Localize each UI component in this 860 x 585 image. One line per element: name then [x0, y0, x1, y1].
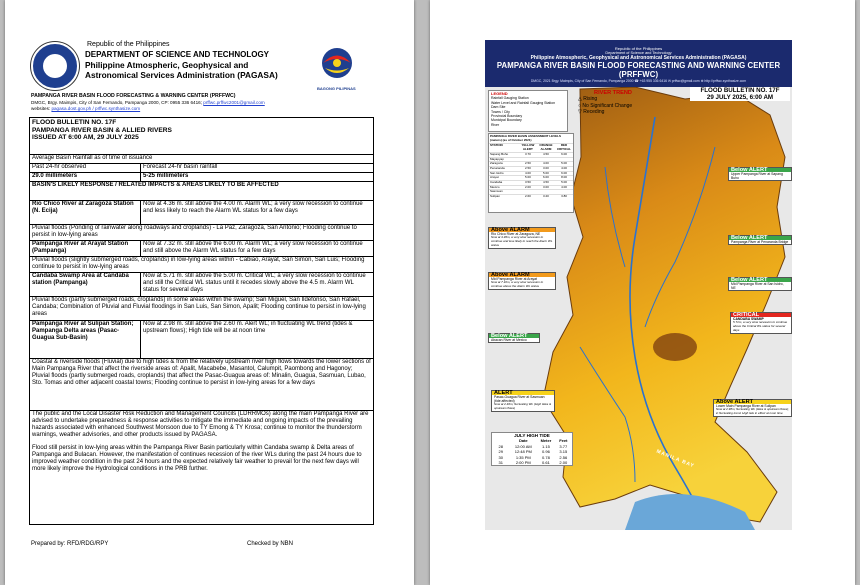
- wl-cell: 4.50: [543, 180, 549, 185]
- river-trend-key: [578, 90, 648, 115]
- wl-cell: Penaranda: [490, 165, 505, 170]
- legend-item: Towns / City: [491, 109, 510, 114]
- station-label: Rio Chico River at Zaragoza, NE: [491, 232, 541, 237]
- wl-cell: 6.00: [561, 151, 567, 156]
- legend-item: Municipal Boundary: [491, 118, 522, 123]
- station-box-zaragoza: [488, 227, 556, 249]
- wl-cell: 8.00: [561, 175, 567, 180]
- station-status: Below ALERT: [489, 334, 539, 338]
- legend-item: Dam Site: [491, 105, 506, 110]
- rain-values-row: [30, 172, 373, 181]
- wl-table-header: STATION YELLOW ALERT ORANGE ALARM RED CRITICAL: [489, 143, 573, 151]
- email-link[interactable]: prffwc.prffwc2001@gmail.com: [203, 100, 265, 105]
- bulletin-page-text: [5, 0, 414, 585]
- station-box-san-isidro: [728, 277, 792, 291]
- wl-cell: 2.50: [524, 165, 531, 170]
- station-label: Pampanga River at Penaranda Bridge: [731, 240, 789, 245]
- station-row-zaragoza: [30, 200, 373, 224]
- station-box-sulipan: [713, 399, 792, 417]
- pagasa-line-2: Astronomical Services Administration (PAGASA): [85, 70, 278, 80]
- center-name: PAMPANGA RIVER BASIN FLOOD FORECASTING & WARNING CENTER (PRFFWC): [31, 93, 236, 99]
- tide-cell: 29: [498, 449, 503, 455]
- wl-cell: 3.50: [524, 180, 531, 185]
- map-bulletin-date: 29 JULY 2025, 6:00 AM: [706, 94, 774, 101]
- wl-table-title: PAMPANGA RIVER BASIN ASSESSMENT LEVELS (meters) (as of October 2021): [490, 134, 562, 142]
- station-box-penaranda: [728, 235, 792, 245]
- station-name: Candaba Swamp Area at Candaba station (Pampanga): [32, 273, 129, 286]
- tide-body: [492, 444, 572, 466]
- tide-cell: 3.77: [559, 443, 568, 449]
- rain-labels-row: [30, 163, 373, 172]
- tide-cell: 2:00 PM: [515, 460, 531, 466]
- station-status: Now at 2.98 m. still above the 2.60 m. Alert WL; in fluctuating WL trend (tides & upstream flows); High tide will be at noon time: [143, 321, 353, 334]
- wl-cell: Zaragoza: [490, 161, 503, 166]
- rain-title: Average Basin Rainfall as of time of issuance: [30, 154, 373, 163]
- wl-cell: 3.80: [561, 194, 567, 199]
- station-box-candaba: [730, 312, 792, 334]
- wl-cell: Candaba: [490, 180, 503, 185]
- high-tide-table: [491, 432, 573, 466]
- station-condition: Now at 2.40m; fluctuating WL (High tides & upstream flows): [494, 402, 552, 411]
- bulletin-basin: PAMPANGA RIVER BASIN & ALLIED RIVERS: [32, 126, 172, 134]
- tide-cell: 3.15: [559, 449, 568, 455]
- banner-contacts: DMGC, 2021 Brgy. Maimpis, City of San Fernando, Pampanga 2000 ☎ +63 955 336 6416 ✉ prffwc@gmail.com ⊕ http://prffwc.synthasize.com: [530, 79, 747, 83]
- station-label: Mid Pampanga River at San Isidro, NE: [731, 282, 784, 291]
- websites-link[interactable]: pagasa.dost.gov.ph / prffwc.synthasize.com: [51, 106, 141, 111]
- station-name: Pampanga River at Sulipan Station; Pampanga Delta areas (Pasac-Guagua Sub-Basin): [32, 321, 134, 341]
- past-label: Past 24-hr observed: [32, 164, 87, 170]
- station-name: Rio Chico River at Zaragoza Station (N. Ecija): [32, 201, 134, 214]
- page-gap: [417, 0, 427, 585]
- station-status: Above ALARM: [489, 273, 555, 277]
- station-status: Above ALARM: [489, 228, 555, 232]
- tide-cell: 2.00: [559, 460, 568, 466]
- wl-cell: Sasmuan: [490, 189, 503, 194]
- station-status: CRITICAL: [731, 313, 791, 317]
- bulletin-table: [29, 117, 374, 525]
- banner-title: PAMPANGA RIVER BASIN FLOOD FORECASTING AND WARNING CENTER (PRFFWC): [496, 61, 781, 79]
- tide-cell: 12:00 AM: [514, 443, 532, 449]
- tide-cell: 31: [498, 460, 503, 466]
- advisory-text: The public and the Local Disaster Risk Reduction and Management Councils (LDRRMOs) along the main Pampanga River are advised to undertake preparedness & response activities to mitigate the immediate and ongoing impacts of the prevailing hazards associated with enhanced Southwest Monsoon due to TY Emong & TY Krosa; continue to monitor the thunderstorm warnings, weather advisories, and other products issued by PAGASA.: [32, 411, 369, 438]
- map-bulletin-number: FLOOD BULLETIN NO. 17F: [700, 87, 780, 94]
- trend-rising: △ Rising: [578, 96, 598, 103]
- wl-cell: 6.00: [543, 175, 549, 180]
- circle-icon: ○: [578, 102, 582, 109]
- advisory-block: [30, 410, 373, 524]
- tide-cell: 0.78: [542, 454, 550, 460]
- wl-cell: 3.70: [524, 151, 531, 156]
- station-label: Upper Pampanga River at Sapang Buho: [731, 172, 783, 181]
- wl-cell: Sapang Buho: [490, 151, 509, 156]
- tide-cell: 1:35 PM: [515, 454, 531, 460]
- station-condition: Now at 4.36m, a very slow recession to continue and less likely to reach the Alarm WL status: [491, 235, 553, 247]
- tide-cell: 12:48 PM: [514, 449, 532, 455]
- station-condition: 5.71m, a very slow recession to continue above the Critical WL status for several days: [733, 320, 788, 332]
- forecast-label: Forecast 24-hr basin rainfall: [143, 164, 218, 170]
- wl-cell: San Isidro: [490, 170, 504, 175]
- station-impact: Pluvial floods (Ponding of rainwater along roadways and croplands) - La Paz, Zaragoza, San Antonio; Flooding continue to persist in low-lying areas: [30, 224, 373, 240]
- dost-logo: [31, 42, 79, 90]
- wl-cell: Arayat: [490, 175, 499, 180]
- wl-table-row: [489, 194, 573, 199]
- wl-cell: 5.00: [561, 161, 567, 166]
- station-status: Now at 4.36 m. still above the 4.00 m. Alarm WL; a very slow recession to continue and less likely to reach the Alarm WL status for a few days: [143, 201, 363, 214]
- wl-table-row: [489, 152, 573, 157]
- legend-item: Provincial Boundary: [491, 114, 523, 119]
- station-label: Abacan River at Mexico: [491, 338, 527, 343]
- candaba-swamp: [653, 333, 697, 361]
- rising-arrow-icon: △: [578, 96, 582, 103]
- response-title: BASIN'S LIKELY RESPONSE / RELATED IMPACTS & AREAS LIKELY TO BE AFFECTED: [30, 181, 373, 192]
- wl-cell: Mexico: [490, 184, 500, 189]
- station-row-candaba: [30, 272, 373, 296]
- tide-cell: 0.61: [542, 460, 550, 466]
- station-status: Below ALERT: [729, 278, 791, 282]
- station-label: Mid Pampanga River at Arayat: [491, 277, 537, 282]
- tide-row: [492, 460, 572, 465]
- station-status: Now at 5.71 m. still above the 5.00 m. Critical WL; a very slow recession to continue and still the Critical WL status until it recedes slowly above the 4.5 m. Alarm WL status for several days: [143, 273, 366, 293]
- bulletin-number: FLOOD BULLETIN NO. 17F: [32, 119, 117, 126]
- wl-cell: Sulipan: [490, 194, 501, 199]
- wl-cell: 2.60: [524, 194, 531, 199]
- dost-line: DEPARTMENT OF SCIENCE AND TECHNOLOGY: [85, 50, 270, 59]
- station-status: Above ALERT: [714, 400, 791, 404]
- checked-by: Checked by NBN: [247, 541, 294, 547]
- station-box-mexico: [488, 333, 540, 343]
- trend-receding: ▽ Receding: [578, 108, 605, 115]
- pagasa-line-1: Philippine Atmospheric, Geophysical and: [85, 60, 249, 70]
- wl-cell: 3.00: [543, 184, 549, 189]
- tide-title: JULY HIGH TIDE: [514, 433, 550, 438]
- station-name: Pampanga River at Arayat Station (Pampanga): [32, 241, 129, 254]
- station-status: Below ALERT: [729, 236, 791, 240]
- tide-cell: 0.96: [542, 449, 550, 455]
- station-label: Lower Main Pampanga River at Sulipan: [716, 404, 776, 409]
- tide-cell: 28: [498, 443, 503, 449]
- station-status: Now at 7.32 m. still above the 6.00 m. Alarm WL; a very slow recession to continue and still above the Alarm WL status for a few days: [143, 241, 363, 254]
- websites-line: websites: pagasa.dost.gov.ph / prffwc.synthasize.com: [31, 106, 141, 111]
- station-label: CANDABA SWAMP: [733, 317, 764, 322]
- map-legend: [488, 90, 568, 132]
- wl-cell: 5.00: [543, 170, 549, 175]
- wl-cell: 3.20: [543, 194, 549, 199]
- banner-pagasa: Philippine Atmospheric, Geophysical and Astronomical Services Administration (PAGASA): [530, 55, 747, 61]
- past-value: 29.0 millimeters: [32, 173, 78, 179]
- receding-arrow-icon: ▽: [578, 108, 582, 115]
- station-condition: Now at 2.98m; fluctuating WL (tides & upstream flows); in fluctuating trend. High tide in effect at noon time: [716, 407, 789, 415]
- banner-republic: Republic of the Philippines: [614, 46, 663, 51]
- legend-item: Rainfall Gauging Station: [491, 96, 529, 101]
- station-impact: Pluvial floods (partly submerged roads, croplands) in some areas within the swamp; San Miguel, San Ildefonso, San Rafael, Candaba; Combination of Pluvial and Fluvial floodings in San Luis, San Simon, Apalit; Flooding continue to persist in low-lying areas: [30, 296, 373, 320]
- map-banner: [485, 40, 792, 87]
- republic-line: Republic of the Philippines: [87, 41, 170, 48]
- wl-table-row: [489, 166, 573, 171]
- station-impact: Pluvial floods (slightly submerged roads, croplands) in low-lying areas within - Cabiao, Arayat, San Simon, San Luis; Flooding continue to persist in low-lying areas: [30, 256, 373, 272]
- map-bulletin-box: [690, 87, 790, 101]
- station-row-arayat: [30, 240, 373, 256]
- wl-cell: 5.00: [561, 180, 567, 185]
- station-condition: Now at 7.32m, a very slow recession to continue above the Alarm WL status: [491, 280, 544, 288]
- banner-dost: Department of Science and Technology: [605, 51, 672, 55]
- station-status: Below ALERT: [729, 168, 791, 172]
- wl-cell: 3.00: [543, 165, 549, 170]
- station-box-sasmuan: [491, 390, 555, 412]
- legend-title: LEGEND: [491, 91, 508, 96]
- bulletin-issued: ISSUED AT 6:00 AM, 29 JULY 2025: [32, 134, 139, 142]
- wl-cell: 4.00: [561, 165, 567, 170]
- tide-header: Date Meter Feet: [518, 438, 568, 444]
- outlook-text: Flood still persist in low-lying areas within the Pampanga River Basin particularly within Candaba swamp & Delta areas of Pampanga and Bulacan. However, the manifestation of continues recession of the river WLs during the past 24 hours due to improved weather condition in the past 24 hours and the expected relatively fair weather to prevail for the next few days will more likely improve the Hydrological conditions in the PRB further.: [32, 445, 362, 472]
- tide-cell: 30: [498, 454, 503, 460]
- agency-header: [85, 40, 315, 80]
- wl-table-body: [489, 152, 573, 199]
- station-box-arayat: [488, 272, 556, 290]
- trend-title: RIVER TREND: [594, 90, 632, 96]
- tide-cell: 2.56: [559, 454, 568, 460]
- legend-item: Water Level and Rainfall Gauging Station: [491, 100, 556, 105]
- wl-cell: 4.00: [561, 184, 567, 189]
- bulletin-title-block: [30, 118, 373, 146]
- wl-cell: 4.00: [524, 170, 531, 175]
- wl-cell: 5.00: [524, 175, 531, 180]
- wl-cell: 2.50: [524, 161, 531, 166]
- legend-item: River: [491, 122, 500, 127]
- station-status: ALERT: [492, 391, 554, 395]
- wl-cell: 2.00: [524, 184, 531, 189]
- prepared-by: Prepared by: RFD/RDG/RPY: [31, 541, 109, 547]
- trend-none: ○ No Significant Change: [578, 102, 633, 109]
- map-infographic: [485, 40, 792, 530]
- station-label: Pasac-Guagua River at Sasmuan (tide affected): [494, 395, 545, 404]
- wl-cell: 4.50: [543, 151, 549, 156]
- pagasa-logo: [317, 46, 357, 84]
- wl-cell: 4.00: [543, 161, 549, 166]
- manila-bay-label: MANILA BAY: [655, 448, 696, 470]
- wl-cell: Mayapyap: [490, 156, 504, 161]
- center-address: DMGC, Brgy. Maimpis, City of San Fernando, Pampanga 2000, CP: 0955 336 6416; prffwc.prffwc2001@gmail.com: [31, 100, 265, 105]
- station-box-sapang-buho: [728, 167, 792, 181]
- wl-cell: 6.00: [561, 170, 567, 175]
- tide-cell: 1.15: [542, 443, 550, 449]
- assessment-levels-table: [488, 133, 574, 213]
- bagong-pilipinas-label: BAGONG PILIPINAS: [317, 86, 356, 91]
- coastal-impact: Coastal & riverside floods (Fluvial) due to high tides & from the relatively upstream river high flows towards the lower sections of Main Pampanga River that affect the riverside areas of: Apalit, Macabebe, Masantol, Calumpit, Paombong and Hagonoy; Pluvial floods (partly submerged roads, croplands) that affect the Pasac-Guagua areas of: Minalin, Guagua, Sasmuan, Lubao, Sto. Tomas and other adjacent coastal towns; Flooding continue to persist in low-lying areas for a few days: [30, 358, 373, 410]
- forecast-value: 5-25 millimeters: [143, 173, 189, 179]
- station-row-sulipan: [30, 320, 373, 358]
- bulletin-page-map: [430, 0, 855, 585]
